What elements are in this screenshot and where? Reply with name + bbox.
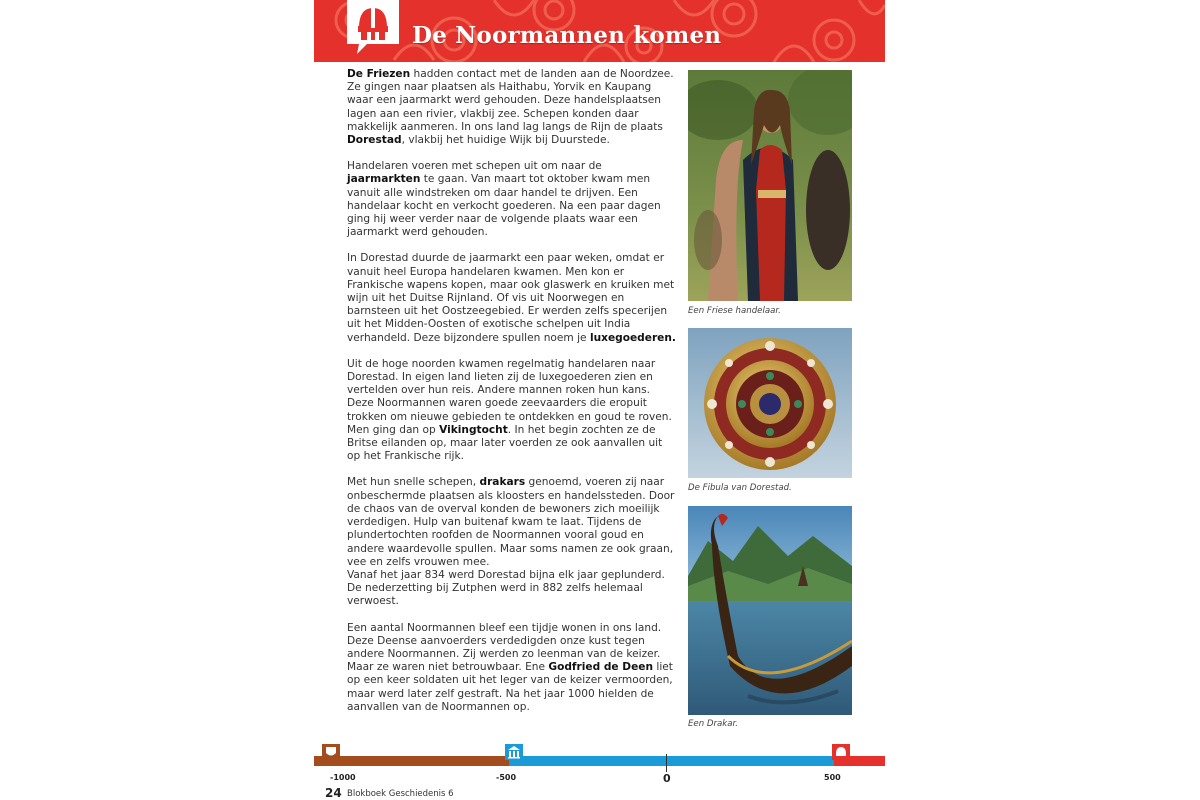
timeline-label: -500 xyxy=(496,773,517,782)
paragraph xyxy=(347,622,677,714)
timeline-segment-antiquity xyxy=(509,756,834,766)
term: Vikingtocht xyxy=(439,423,508,436)
text: Een aantal Noormannen bleef een tijdje wonen in ons land. Deze Deense aanvoerders verdedigden onze kust tegen andere Noormannen. Zij werden zo leenman van de keizer. Maar ze waren niet betrouwbaar. Ene xyxy=(347,621,662,674)
timeline-zero-tick xyxy=(666,754,667,772)
textbook-page xyxy=(314,0,885,800)
paragraph xyxy=(347,476,677,608)
term: luxegoederen. xyxy=(589,331,676,344)
text: liet op een keer soldaten uit het leger van de keizer vermoorden, maar werd later zelf gestraft. Na het jaar 1000 hielden de aanvallen van de Noormannen op. xyxy=(347,661,673,713)
text: In Dorestad duurde de jaarmarkt een paar weken, omdat er vanuit heel Europa handelaren kwamen. Men kon er Frankische wapens kopen, maar ook glaswerk en kruiken met wijn uit het Duitse Rijnland. Of vis uit Noorwegen en barnsteen uit het Oostzeegebied. Er werden zelfs specerijen uit het Midden-Oosten of exotische schelpen uit India verhandeld. Deze bijzondere spullen noem je xyxy=(347,252,675,344)
photo-drakar xyxy=(688,506,852,715)
text: , vlakbij het huidige Wijk bij Duurstede. xyxy=(401,134,610,147)
term: Dorestad xyxy=(347,134,402,147)
article-text xyxy=(347,68,677,727)
paragraph xyxy=(347,160,677,239)
temple-icon xyxy=(505,744,523,764)
page-number: 24 xyxy=(325,786,342,800)
shield-icon xyxy=(322,744,340,764)
text: Vanaf het jaar 834 werd Dorestad bijna elk jaar geplunderd. De nederzetting bij Zutphen werd in 882 zelfs helemaal verwoest. xyxy=(347,568,665,608)
text: Met hun snelle schepen, xyxy=(347,476,480,489)
photo-frisian-trader xyxy=(688,70,852,301)
paragraph xyxy=(347,358,677,464)
term: jaarmarkten xyxy=(347,173,421,186)
page-title: De Noormannen komen xyxy=(412,22,722,49)
term: Godfried de Deen xyxy=(548,661,654,674)
paragraph xyxy=(347,68,677,147)
text: te gaan. Van maart tot oktober kwam men vanuit alle windstreken om daar handel te drijven. Een handelaar kocht en verkocht goederen. Na een paar dagen ging hij weer verder naar de volgende plaats waar een jaarmarkt werd gehouden. xyxy=(347,173,661,239)
text: hadden contact met de landen aan de Noordzee. Ze gingen naar plaatsen als Haithabu, Yorvik en Kaupang waar een jaarmarkt werd gehouden. Deze handelsplaatsen lagen aan een rivier, vlakbij zee. Schepen konden daar makkelijk aanmeren. In ons land lag langs de Rijn de plaats xyxy=(347,68,674,133)
text: Uit de hoge noorden kwamen regelmatig handelaren naar Dorestad. In eigen land lieten zij de luxegoederen zien en vertelden over hun reis. Andere mannen roken hun kans. Deze Noormannen waren goede zeevaarders die eropuit trokken om nieuwe gebieden te ontdekken en goud te roven. Men ging dan op xyxy=(347,357,672,436)
text: genoemd, voeren zij naar onbeschermde plaatsen als kloosters en handelssteden. Door de chaos van de overval konden de bewoners zich moeilijk verdedigen. Hulp van buitenaf kwam te laat. Tijdens de plundertochten roofden de Noormannen vooral goud en andere waardevolle spullen. Maar soms namen ze ook graan, vee en zelfs vrouwen mee. xyxy=(347,476,675,568)
photo-fibula xyxy=(688,328,852,478)
timeline-label: 500 xyxy=(824,773,841,782)
photo-caption: De Fibula van Dorestad. xyxy=(688,483,792,493)
timeline-label: -1000 xyxy=(330,773,356,782)
book-title: Blokboek Geschiedenis 6 xyxy=(347,789,454,799)
timeline-label: 0 xyxy=(663,772,671,785)
timeline-segment-prehistory xyxy=(314,756,509,766)
timeline xyxy=(314,740,885,785)
term: De Friezen xyxy=(347,68,411,80)
text: Handelaren voeren met schepen uit om naar de xyxy=(347,160,602,173)
photo-caption: Een Drakar. xyxy=(688,719,739,729)
paragraph xyxy=(347,252,677,344)
viking-helmet-icon xyxy=(832,744,850,764)
term: drakars xyxy=(479,476,526,489)
text: . In het begin zochten ze de Britse eilanden op, maar later voerden ze ook aanvallen uit op het Frankische rijk. xyxy=(347,423,663,463)
photo-caption: Een Friese handelaar. xyxy=(688,306,781,316)
viking-helmet-icon xyxy=(347,0,399,56)
header-banner xyxy=(314,0,885,62)
